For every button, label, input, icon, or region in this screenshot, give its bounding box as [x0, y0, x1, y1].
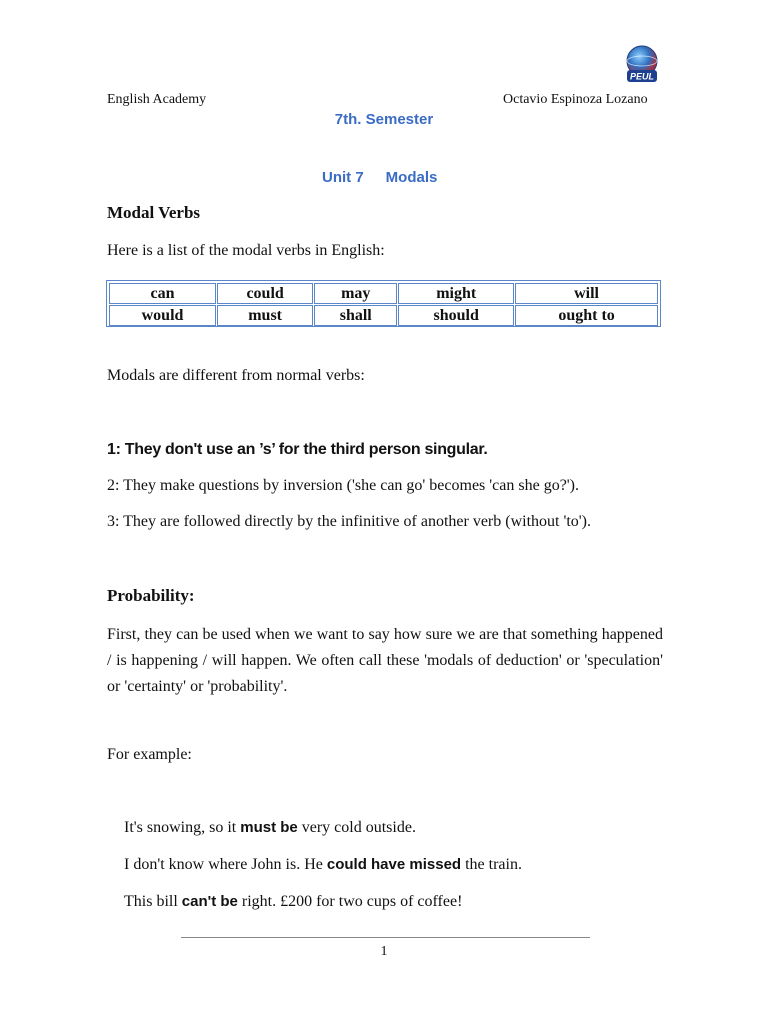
example-sentence — [124, 893, 462, 911]
table-cell: would — [109, 305, 216, 326]
semester-title: 7th. Semester — [334, 111, 434, 128]
page-number: 1 — [380, 944, 388, 959]
probability-paragraph: First, they can be used when we want to say how sure we are that something happened / is happening / will happen. We often call these 'modals of deduction' or 'speculation' or 'certainty' or 'probability'. — [107, 626, 663, 695]
modal-verbs-intro: Here is a list of the modal verbs in English: — [107, 242, 385, 259]
unit-topic: Modals — [385, 169, 438, 186]
table-cell: shall — [314, 305, 397, 326]
table-cell: ought to — [515, 305, 658, 326]
table-cell: should — [398, 305, 514, 326]
example-sentence — [124, 856, 522, 874]
table-cell: can — [109, 283, 216, 304]
example-modal: must be — [240, 819, 298, 836]
globe-logo-icon — [624, 44, 660, 88]
example-text: the train. — [461, 856, 522, 873]
table-cell: will — [515, 283, 658, 304]
unit-number: Unit 7 — [322, 169, 364, 186]
logo-text: PEUL — [629, 71, 655, 82]
example-text: This bill — [124, 893, 182, 910]
header-academy: English Academy — [107, 92, 207, 107]
rule-3: 3: They are followed directly by the infinitive of another verb (without 'to'). — [107, 513, 591, 530]
example-modal: could have missed — [326, 856, 462, 873]
header-author: Octavio Espinoza Lozano — [503, 92, 648, 107]
footer-divider — [181, 937, 590, 938]
table-cell: might — [398, 283, 514, 304]
for-example-label: For example: — [107, 746, 192, 763]
rule-2: 2: They make questions by inversion ('she can go' becomes 'can she go?'). — [107, 477, 579, 494]
unit-title — [322, 169, 437, 186]
example-text: very cold outside. — [297, 819, 416, 836]
differences-intro: Modals are different from normal verbs: — [107, 367, 365, 384]
table-cell: could — [217, 283, 313, 304]
section-heading-modal-verbs: Modal Verbs — [107, 203, 201, 222]
modal-verbs-table — [106, 280, 661, 327]
example-text: I don't know where John is. He — [124, 856, 327, 873]
example-modal: can't be — [181, 893, 238, 910]
example-sentence — [124, 819, 416, 837]
example-text: right. £200 for two cups of coffee! — [237, 893, 463, 910]
rule-1: 1: They don't use an ’s’ for the third person singular. — [107, 441, 488, 458]
logo — [624, 44, 660, 88]
table-cell: may — [314, 283, 397, 304]
example-text: It's snowing, so it — [124, 819, 241, 836]
section-heading-probability: Probability: — [107, 586, 195, 605]
table-row — [109, 305, 658, 326]
table-cell: must — [217, 305, 313, 326]
table-row — [109, 283, 658, 304]
